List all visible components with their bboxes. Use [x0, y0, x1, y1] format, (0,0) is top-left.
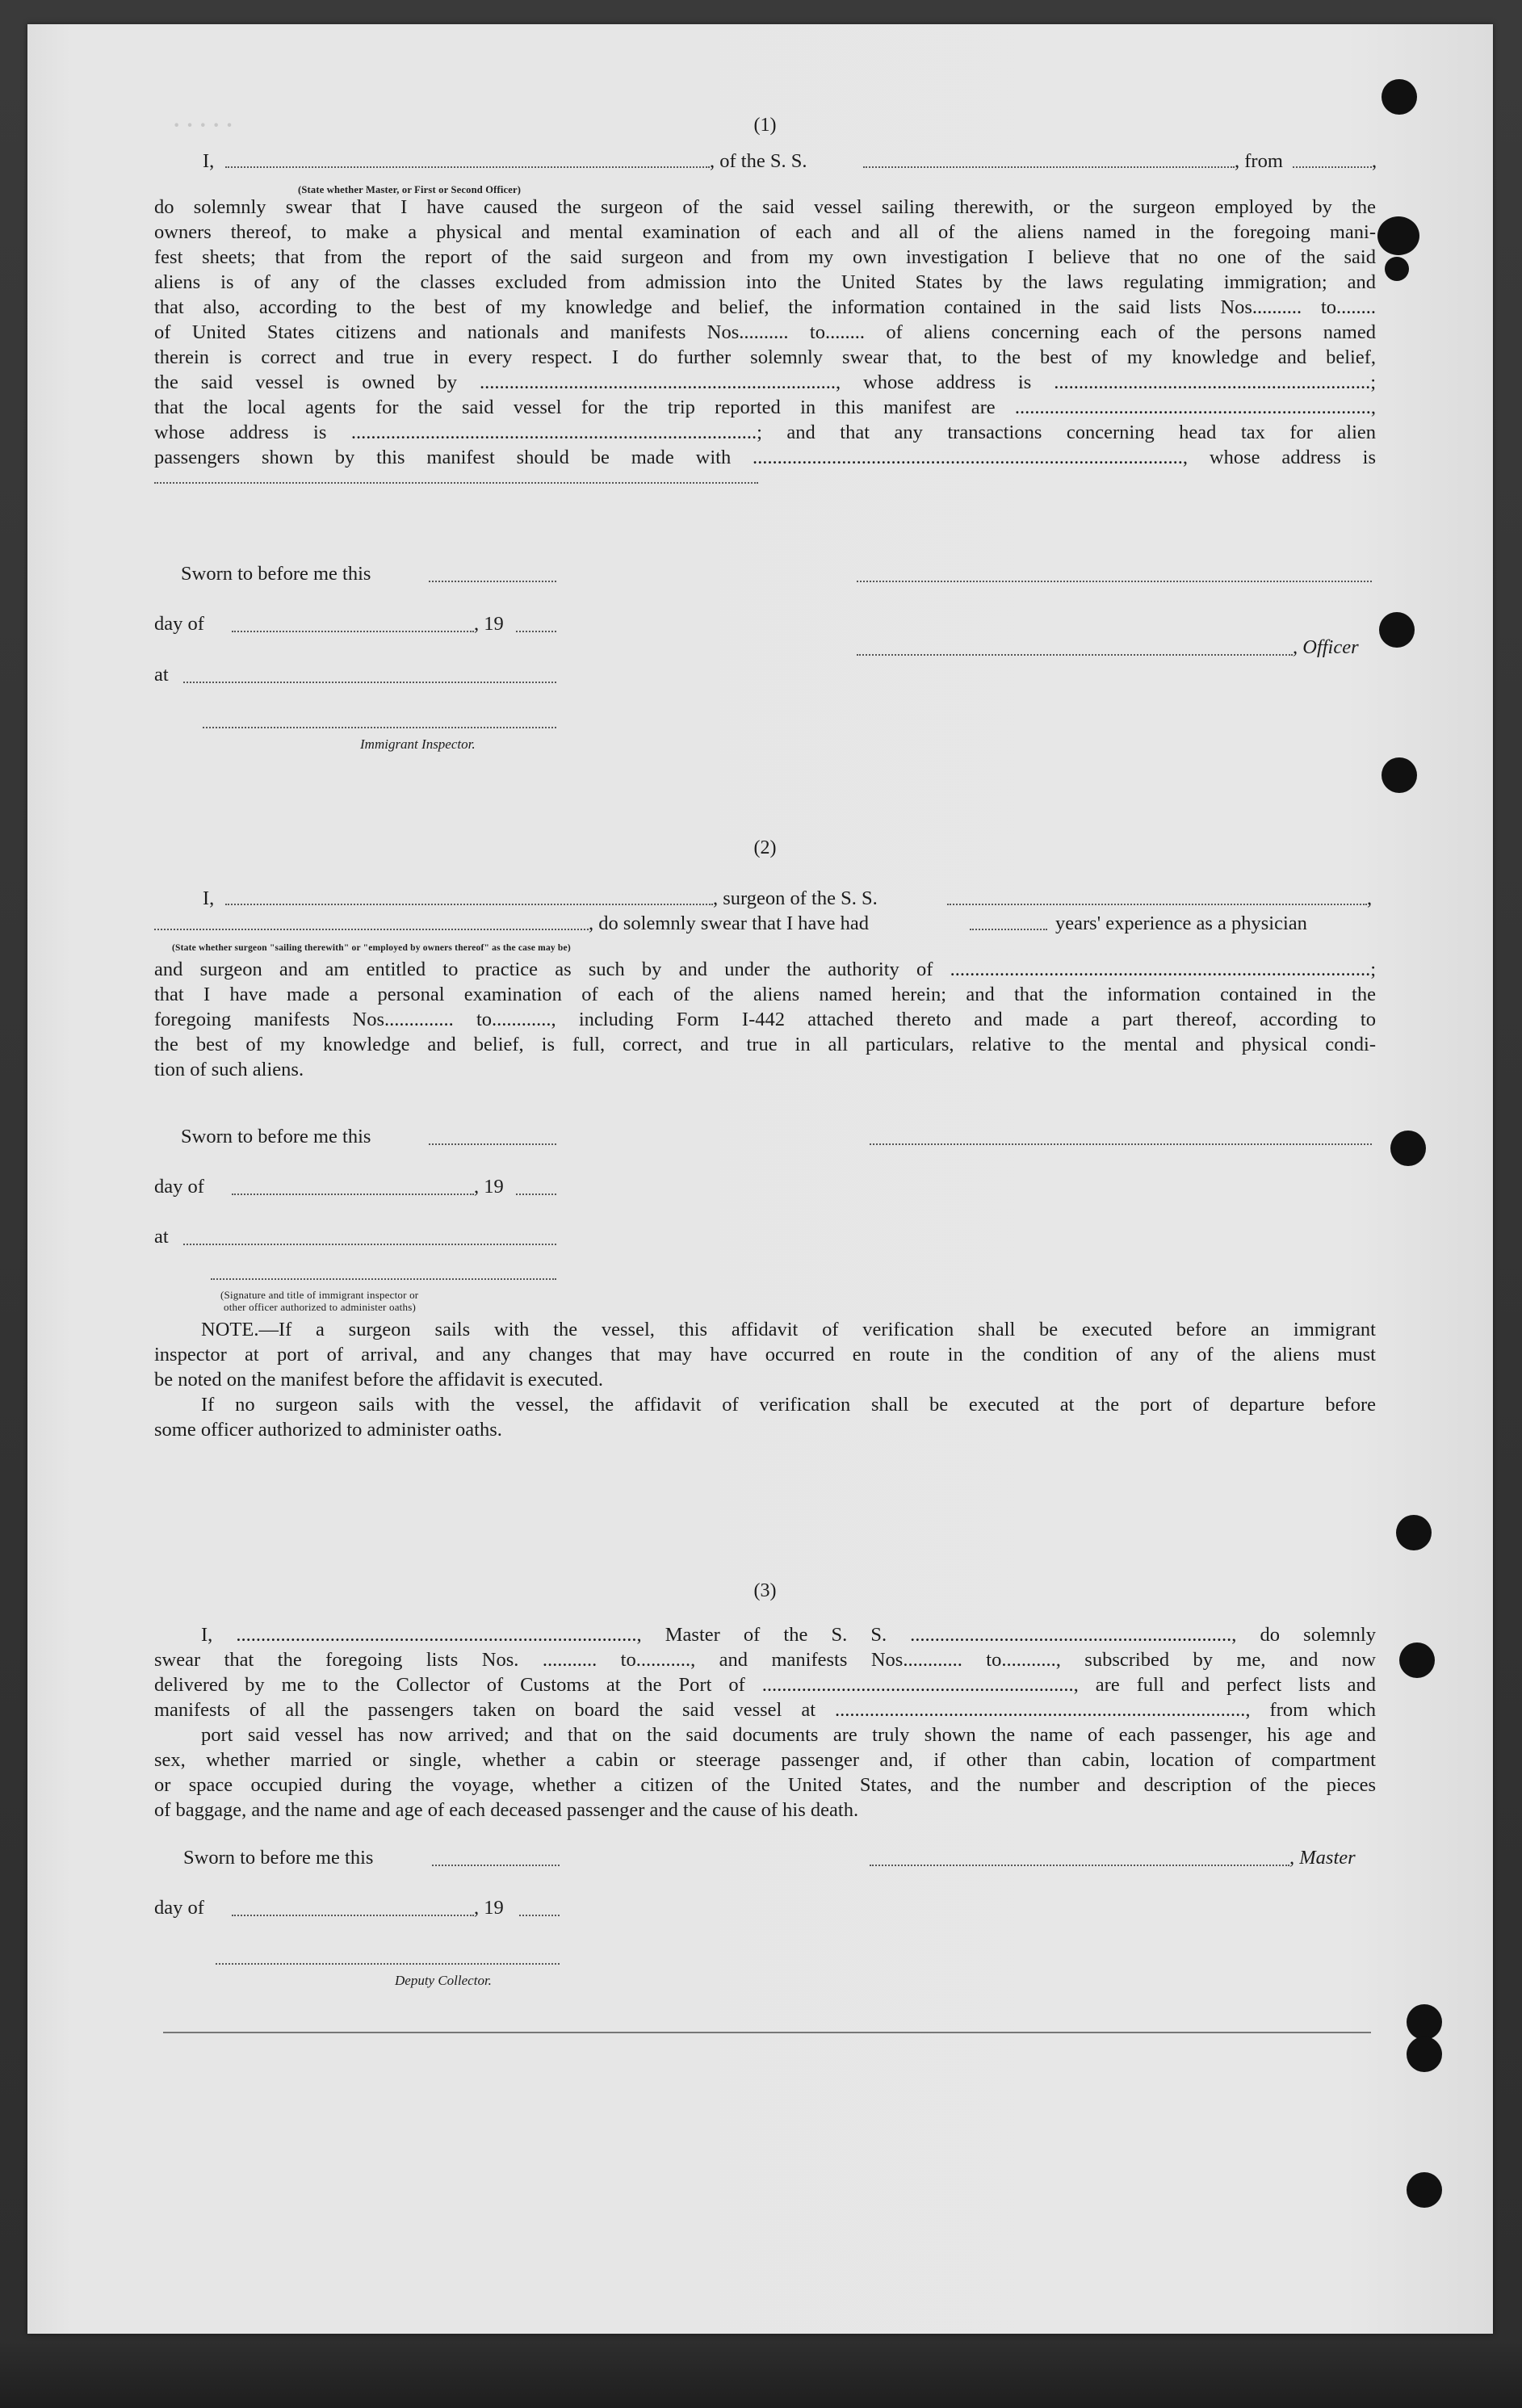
year-field[interactable]: [516, 631, 556, 632]
punch-hole: [1399, 1642, 1435, 1678]
body-line: aliens is of any of the classes excluded from admission into the United States by the laws regulating immigration; and: [154, 271, 1376, 293]
body-line: of baggage, and the name and age of each deceased passenger and the cause of his death.: [154, 1799, 859, 1821]
note-line: [154, 1317, 1376, 1342]
deputy-signature-field[interactable]: [216, 1963, 560, 1965]
master-signature-field[interactable]: [870, 1865, 1289, 1866]
inspector-caption: Immigrant Inspector.: [360, 736, 476, 752]
year-label: , 19: [474, 613, 504, 635]
note-line: If no surgeon sails with the vessel, the affidavit of verification shall be executed at the port of departure before: [201, 1394, 1376, 1416]
year-field[interactable]: [519, 1915, 560, 1916]
section-number: (1): [753, 115, 777, 136]
text-i: I,: [203, 887, 215, 909]
vessel-name-field[interactable]: [947, 904, 1367, 905]
body-line: the best of my knowledge and belief, is full, correct, and true in all particulars, relative to the mental and physical condi-: [154, 1034, 1376, 1055]
body-line: do solemnly swear that I have caused the surgeon of the said vessel sailing therewith, or the surgeon employed by the: [154, 196, 1376, 218]
text-years-experience: years' experience as a physician: [1055, 912, 1307, 934]
note-text: —If a surgeon sails with the vessel, this affidavit of verification shall be executed before an immigrant: [258, 1319, 1376, 1340]
section-number: (2): [753, 837, 777, 858]
punch-hole: [1379, 612, 1415, 648]
body-line: swear that the foregoing lists Nos. ........... to..........., and manifests Nos............ to..........., subscribed by me, and now: [154, 1649, 1376, 1671]
sworn-label: Sworn to before me this: [181, 563, 371, 585]
note-block: [154, 1317, 1376, 1442]
body-line: sex, whether married or single, whether a cabin or steerage passenger and, if other than cabin, location of compartment: [154, 1749, 1376, 1771]
body-line: and surgeon and am entitled to practice as such by and under the authority of .....................................................................................;: [154, 959, 1376, 980]
body-line: whose address is ..................................................................................; and that any transactions concerning head tax for alien: [154, 422, 1376, 443]
year-field[interactable]: [516, 1194, 556, 1195]
punch-hole: [1407, 2004, 1442, 2040]
punch-hole: [1382, 79, 1417, 115]
sworn-label: Sworn to before me this: [181, 1126, 371, 1147]
body-line: fest sheets; that from the report of the said surgeon and from my own investigation I believe that no one of the said: [154, 246, 1376, 268]
form-page: [27, 24, 1493, 2334]
punch-hole: [1385, 257, 1409, 281]
body-line: of United States citizens and nationals and manifests Nos.......... to........ of aliens concerning each of the persons named: [154, 321, 1376, 343]
month-field[interactable]: [232, 1915, 474, 1916]
surgeon-signature-field[interactable]: [870, 1143, 1372, 1145]
sworn-date-field[interactable]: [429, 581, 556, 582]
month-field[interactable]: [232, 631, 474, 632]
text-do-solemnly-swear: , do solemnly swear that I have had: [589, 912, 869, 934]
at-label: at: [154, 1226, 169, 1248]
body-line: that I have made a personal examination of each of the aliens named herein; and that the information contained in the: [154, 984, 1376, 1005]
text-comma: ,: [1367, 887, 1373, 909]
punch-hole: [1396, 1515, 1432, 1550]
surgeon-status-field[interactable]: [154, 929, 589, 930]
day-of-label: day of: [154, 1176, 204, 1198]
bottom-rule: [163, 2032, 1371, 2033]
surgeon-status-note: (State whether surgeon "sailing therewith" or "employed by owners thereof" as the case may be): [172, 943, 571, 953]
text-i: I,: [203, 150, 215, 172]
vessel-name-field[interactable]: [863, 166, 1235, 168]
sworn-date-field[interactable]: [432, 1865, 560, 1866]
body-line: that also, according to the best of my knowledge and belief, the information contained in the said lists Nos.......... to........: [154, 296, 1376, 318]
day-of-label: day of: [154, 1897, 204, 1919]
body-line: the said vessel is owned by ........................................................................, whose address is ................................................................;: [154, 371, 1376, 393]
affidavit-1-body: [154, 195, 1376, 470]
from-port-field[interactable]: [1293, 166, 1372, 168]
punch-hole: [1377, 216, 1419, 255]
body-line: tion of such aliens.: [154, 1059, 304, 1080]
surgeon-name-field[interactable]: [225, 904, 713, 905]
body-line: port said vessel has now arrived; and that on the said documents are truly shown the name of each passenger, his age and: [201, 1724, 1376, 1746]
body-line: I, ................................................................................., Master of the S. S. ................................................................., do solemnly: [201, 1624, 1376, 1646]
year-label: , 19: [474, 1897, 504, 1919]
body-line: manifests of all the passengers taken on board the said vessel at ..................................................................................., from which: [154, 1699, 1376, 1721]
deputy-caption: Deputy Collector.: [395, 1973, 492, 1988]
body-line: owners thereof, to make a physical and mental examination of each and all of the aliens named in the foregoing mani-: [154, 221, 1376, 243]
years-experience-field[interactable]: [970, 929, 1047, 930]
note-line: be noted on the manifest before the affidavit is executed.: [154, 1369, 604, 1391]
year-label: , 19: [474, 1176, 504, 1198]
at-place-field[interactable]: [183, 1244, 556, 1245]
body-line: delivered by me to the Collector of Customs at the Port of ..............................................................., are full and perfect lists and: [154, 1674, 1376, 1696]
note-line: some officer authorized to administer oaths.: [154, 1419, 502, 1441]
punch-hole: [1382, 757, 1417, 793]
signature-caption: other officer authorized to administer oaths): [224, 1301, 416, 1313]
punch-hole: [1407, 2037, 1442, 2072]
officer-caption: , Officer: [1293, 636, 1359, 658]
officer-signature-top-field[interactable]: [857, 581, 1372, 582]
at-label: at: [154, 664, 169, 686]
address-continuation-field[interactable]: [154, 482, 758, 484]
punch-hole: [1390, 1131, 1426, 1166]
at-place-field[interactable]: [183, 682, 556, 683]
text-comma: ,: [1372, 150, 1377, 172]
sworn-date-field[interactable]: [429, 1143, 556, 1145]
officer-signature-field[interactable]: [857, 654, 1293, 656]
body-line: foregoing manifests Nos.............. to............, including Form I-442 attached thereto and made a part thereof, according to: [154, 1009, 1376, 1030]
name-field[interactable]: [225, 166, 710, 168]
signature-caption: (Signature and title of immigrant inspector or: [220, 1289, 419, 1301]
body-line: therein is correct and true in every respect. I do further solemnly swear that, to the best of my knowledge and belief,: [154, 346, 1376, 368]
month-field[interactable]: [232, 1194, 474, 1195]
body-line: that the local agents for the said vessel for the trip reported in this manifest are ........................................................................,: [154, 396, 1376, 418]
body-line: passengers shown by this manifest should be made with ......................................................................................., whose address is: [154, 447, 1376, 468]
body-line: or space occupied during the voyage, whether a citizen of the United States, and the number and description of the pieces: [154, 1774, 1376, 1796]
affidavit-2-body: [154, 957, 1376, 1082]
inspector-signature-field[interactable]: [211, 1278, 556, 1280]
officer-rank-note: (State whether Master, or First or Second Officer): [298, 184, 522, 195]
sworn-label: Sworn to before me this: [183, 1847, 374, 1869]
affidavit-3-body: [154, 1622, 1376, 1823]
note-label: NOTE.: [201, 1319, 259, 1340]
section-number: (3): [753, 1580, 777, 1601]
inspector-signature-field[interactable]: [203, 727, 556, 728]
text-from: , from: [1235, 150, 1283, 172]
text-surgeon-of-ss: , surgeon of the S. S.: [713, 887, 878, 909]
punch-hole: [1407, 2172, 1442, 2208]
bleed-through-text: · · · · ·: [173, 113, 233, 138]
master-caption: , Master: [1289, 1847, 1356, 1869]
text-of-ss: , of the S. S.: [710, 150, 807, 172]
note-line: inspector at port of arrival, and any changes that may have occurred en route in the condition of any of the aliens must: [154, 1344, 1376, 1366]
day-of-label: day of: [154, 613, 204, 635]
